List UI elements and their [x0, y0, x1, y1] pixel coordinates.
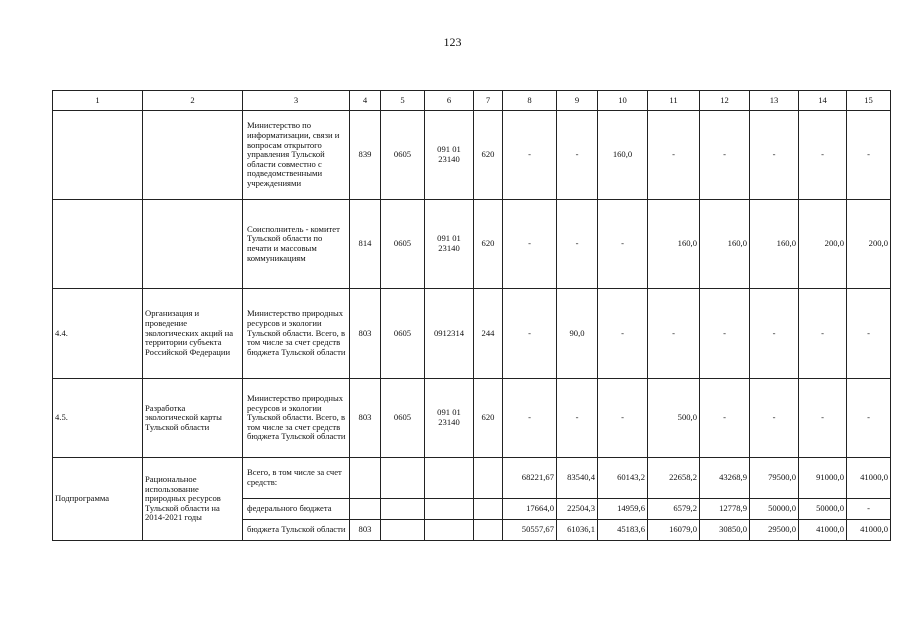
value-cell: 41000,0 — [847, 520, 891, 541]
grbs-code-cell — [350, 499, 381, 520]
value-cell: 160,0 — [700, 200, 750, 289]
value-cell: 68221,67 — [503, 458, 557, 499]
value-cell: - — [648, 111, 700, 200]
value-cell: - — [799, 111, 847, 200]
section-code-cell: 0605 — [381, 200, 425, 289]
grbs-code-cell: 814 — [350, 200, 381, 289]
header-cell: 3 — [243, 91, 350, 111]
expense-type-cell: 620 — [474, 111, 503, 200]
value-cell: 500,0 — [648, 379, 700, 458]
value-cell: 45183,6 — [598, 520, 648, 541]
table-row — [53, 200, 891, 289]
value-cell: 200,0 — [799, 200, 847, 289]
header-cell: 2 — [143, 91, 243, 111]
funding-source-cell: федерального бюджета — [243, 499, 350, 520]
value-cell: - — [503, 379, 557, 458]
value-cell: - — [750, 289, 799, 379]
value-cell: 22504,3 — [557, 499, 598, 520]
value-cell: 17664,0 — [503, 499, 557, 520]
header-cell: 12 — [700, 91, 750, 111]
value-cell: 50000,0 — [799, 499, 847, 520]
empty-cell — [425, 520, 474, 541]
value-cell: - — [598, 379, 648, 458]
value-cell: - — [750, 111, 799, 200]
header-cell: 9 — [557, 91, 598, 111]
event-name-cell — [143, 200, 243, 289]
section-code-cell: 0605 — [381, 111, 425, 200]
header-cell: 13 — [750, 91, 799, 111]
value-cell: - — [557, 200, 598, 289]
value-cell: - — [847, 111, 891, 200]
header-cell: 15 — [847, 91, 891, 111]
value-cell: - — [557, 111, 598, 200]
value-cell: 30850,0 — [700, 520, 750, 541]
value-cell: 16079,0 — [648, 520, 700, 541]
page-number: 123 — [443, 35, 462, 49]
table-row — [53, 289, 891, 379]
empty-cell — [425, 458, 474, 499]
empty-cell — [425, 499, 474, 520]
section-code-cell: 0605 — [381, 289, 425, 379]
value-cell: 50000,0 — [750, 499, 799, 520]
value-cell: - — [799, 379, 847, 458]
value-cell: - — [700, 379, 750, 458]
value-cell: 91000,0 — [799, 458, 847, 499]
value-cell: 83540,4 — [557, 458, 598, 499]
event-name-cell: Организация и проведение экологических акций на территории субъекта Российской Федерации — [143, 289, 243, 379]
value-cell: 50557,67 — [503, 520, 557, 541]
value-cell: - — [847, 499, 891, 520]
subprogram-name-cell: Рациональное использование природных ресурсов Тульской области на 2014-2021 годы — [143, 458, 243, 541]
header-cell: 11 — [648, 91, 700, 111]
value-cell: - — [598, 289, 648, 379]
expense-type-cell: 244 — [474, 289, 503, 379]
grbs-code-cell: 803 — [350, 520, 381, 541]
table-row — [53, 379, 891, 458]
target-article-cell: 0912314 — [425, 289, 474, 379]
value-cell: 41000,0 — [847, 458, 891, 499]
subprogram-row-total — [53, 458, 891, 499]
header-cell: 1 — [53, 91, 143, 111]
value-cell: 160,0 — [598, 111, 648, 200]
value-cell: 79500,0 — [750, 458, 799, 499]
expense-type-cell: 620 — [474, 200, 503, 289]
target-article-cell: 091 01 23140 — [425, 200, 474, 289]
value-cell: - — [503, 289, 557, 379]
value-cell: 200,0 — [847, 200, 891, 289]
subprogram-label-cell: Подпрограмма — [53, 458, 143, 541]
value-cell: - — [557, 379, 598, 458]
header-cell: 14 — [799, 91, 847, 111]
funding-source-cell: бюджета Тульской области — [243, 520, 350, 541]
value-cell: 90,0 — [557, 289, 598, 379]
value-cell: - — [648, 289, 700, 379]
header-cell: 8 — [503, 91, 557, 111]
header-cell: 7 — [474, 91, 503, 111]
event-name-cell — [143, 111, 243, 200]
target-article-cell: 091 01 23140 — [425, 379, 474, 458]
header-cell: 10 — [598, 91, 648, 111]
value-cell: - — [700, 289, 750, 379]
empty-cell — [381, 520, 425, 541]
value-cell: - — [847, 379, 891, 458]
row-number-cell: 4.4. — [53, 289, 143, 379]
value-cell: - — [503, 111, 557, 200]
empty-cell — [474, 499, 503, 520]
value-cell: 43268,9 — [700, 458, 750, 499]
expense-type-cell: 620 — [474, 379, 503, 458]
target-article-cell: 091 01 23140 — [425, 111, 474, 200]
empty-cell — [474, 458, 503, 499]
grbs-code-cell: 803 — [350, 379, 381, 458]
value-cell: 160,0 — [750, 200, 799, 289]
grbs-code-cell — [350, 458, 381, 499]
grbs-code-cell: 839 — [350, 111, 381, 200]
event-name-cell: Разработка экологической карты Тульской области — [143, 379, 243, 458]
value-cell: 22658,2 — [648, 458, 700, 499]
empty-cell — [474, 520, 503, 541]
budget-table — [52, 90, 891, 541]
value-cell: 29500,0 — [750, 520, 799, 541]
executor-cell: Министерство природных ресурсов и экологии Тульской области. Всего, в том числе за счет средств бюджета Тульской области — [243, 379, 350, 458]
empty-cell — [381, 499, 425, 520]
value-cell: - — [503, 200, 557, 289]
row-number-cell — [53, 200, 143, 289]
header-row — [53, 91, 891, 111]
value-cell: - — [847, 289, 891, 379]
header-cell: 4 — [350, 91, 381, 111]
header-cell: 6 — [425, 91, 474, 111]
value-cell: 14959,6 — [598, 499, 648, 520]
value-cell: 60143,2 — [598, 458, 648, 499]
row-number-cell: 4.5. — [53, 379, 143, 458]
grbs-code-cell: 803 — [350, 289, 381, 379]
executor-cell: Соисполнитель - комитет Тульской области по печати и массовым коммуникациям — [243, 200, 350, 289]
header-cell: 5 — [381, 91, 425, 111]
row-number-cell — [53, 111, 143, 200]
funding-source-cell: Всего, в том числе за счет средств: — [243, 458, 350, 499]
value-cell: - — [750, 379, 799, 458]
section-code-cell: 0605 — [381, 379, 425, 458]
executor-cell: Министерство по информатизации, связи и вопросам открытого управления Тульской области совместно с подведомственными учреждениями — [243, 111, 350, 200]
value-cell: 6579,2 — [648, 499, 700, 520]
executor-cell: Министерство природных ресурсов и экологии Тульской области. Всего, в том числе за счет средств бюджета Тульской области — [243, 289, 350, 379]
value-cell: 160,0 — [648, 200, 700, 289]
table-row — [53, 111, 891, 200]
empty-cell — [381, 458, 425, 499]
value-cell: 41000,0 — [799, 520, 847, 541]
value-cell: - — [598, 200, 648, 289]
value-cell: - — [700, 111, 750, 200]
value-cell: - — [799, 289, 847, 379]
value-cell: 12778,9 — [700, 499, 750, 520]
value-cell: 61036,1 — [557, 520, 598, 541]
